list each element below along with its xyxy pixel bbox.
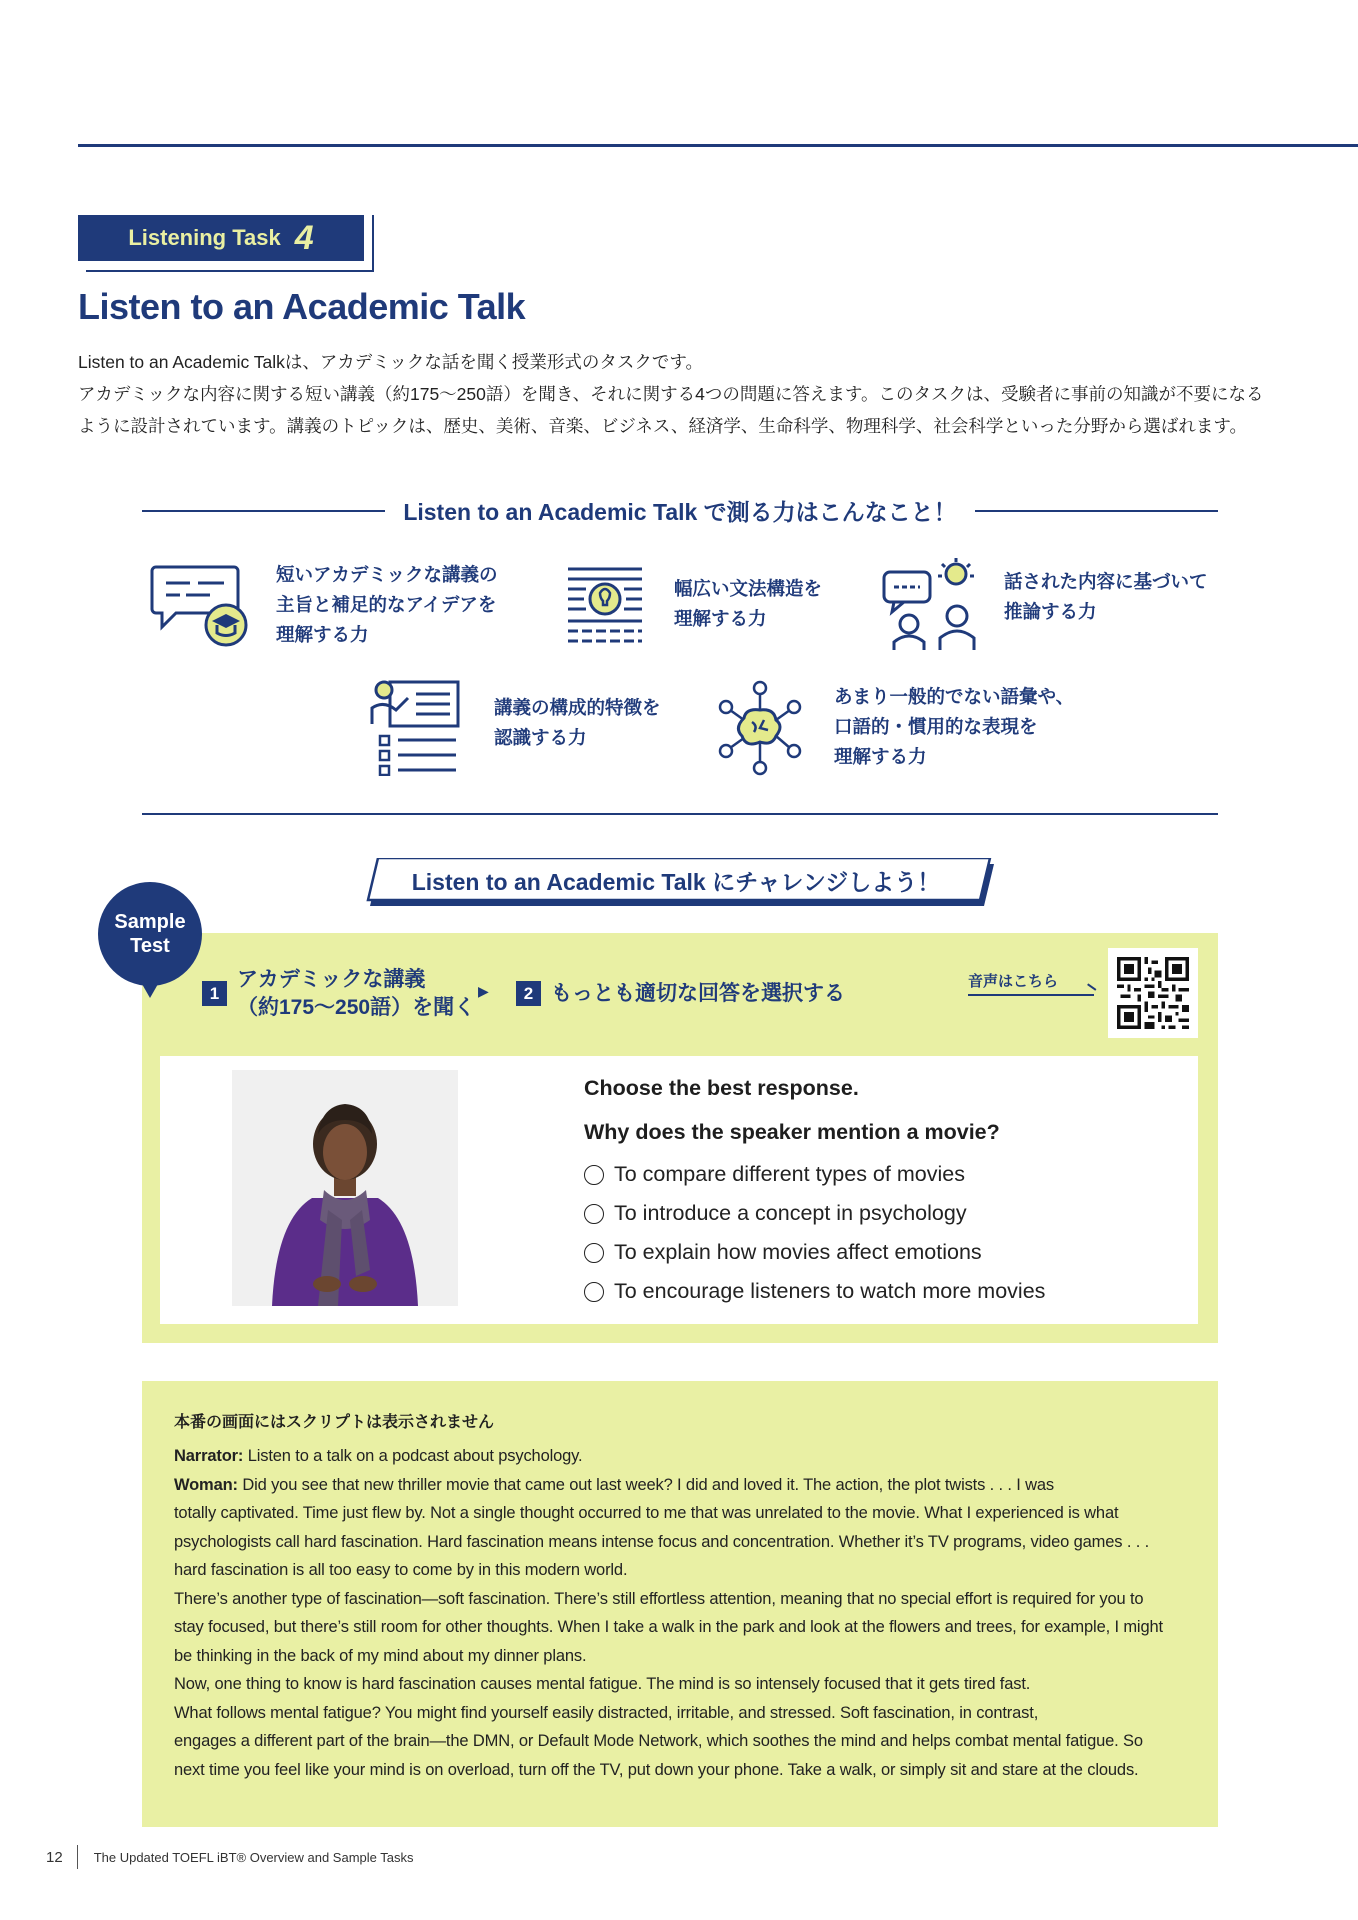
heading-rule-left — [142, 510, 385, 512]
speaker-portrait-image — [232, 1070, 458, 1306]
skill-text: 幅広い文法構造を 理解する力 — [674, 578, 823, 629]
task-tag-label: Listening Task — [128, 225, 281, 250]
script-line: next time you feel like your mind is on overload, turn off the TV, put down your phone. Take a walk, or simply sit and stare at the clouds. — [174, 1760, 1139, 1779]
skill-inference — [882, 558, 1208, 650]
step-2-text: もっとも適切な回答を選択する — [551, 982, 845, 1005]
footer-text: The Updated TOEFL iBT® Overview and Sample Tasks — [93, 1849, 414, 1865]
woman-label: Woman: — [174, 1475, 238, 1494]
skills-heading-text: Listen to an Academic Talk で測る力はこんなこと！ — [403, 499, 957, 525]
challenge-heading-text: Listen to an Academic Talk にチャレンジしよう！ — [411, 868, 941, 895]
footer-divider — [77, 1845, 78, 1869]
heading-rule-right — [975, 510, 1218, 512]
page-title: Listen to an Academic Talk — [78, 286, 526, 327]
answer-option-label: To compare different types of movies — [614, 1162, 965, 1186]
intro-line: アカデミックな内容に関する短い講義（約175〜250語）を聞き、それに関する4つの問題に答えます。このタスクは、受験者に事前の知識が不要になる — [78, 384, 1264, 404]
skill-text: 短いアカデミックな講義の 主旨と補足的なアイデアを 理解する力 — [276, 564, 498, 645]
script-line: engages a different part of the brain—the DMN, or Default Mode Network, which soothes the mind and helps combat mental fatigue. So — [174, 1732, 1143, 1750]
radio-button[interactable] — [584, 1165, 604, 1185]
radio-button[interactable] — [584, 1282, 604, 1302]
script-line: totally captivated. Time just flew by. Not a single thought occurred to me that was unrelated to the movie. What I experienced is what — [174, 1504, 1119, 1522]
script-line: There’s another type of fascination—soft fascination. There’s still effortless attention, meaning that no special effort is required for you to — [174, 1589, 1144, 1608]
speech-bubble-graduate-icon — [150, 563, 250, 647]
answer-option[interactable] — [584, 1279, 1045, 1304]
script-line: be thinking in the back of my mind about my dinner plans. — [174, 1646, 587, 1665]
question-instruction: Choose the best response. — [584, 1076, 859, 1100]
answer-option[interactable] — [584, 1201, 967, 1226]
sample-badge-line1: Sample — [114, 911, 186, 933]
skill-vocabulary — [716, 680, 1074, 778]
script-narrator-line — [174, 1442, 1186, 1471]
audio-qr-code[interactable] — [1108, 948, 1198, 1038]
question-card — [160, 1056, 1198, 1324]
answer-option-label: To encourage listeners to watch more movies — [614, 1279, 1046, 1303]
qr-code-icon — [1117, 957, 1189, 1029]
challenge-heading — [366, 858, 996, 906]
skill-grammar — [566, 565, 822, 643]
answer-option-label: To introduce a concept in psychology — [614, 1201, 967, 1225]
step-2 — [516, 966, 845, 1008]
step-2-number: 2 — [516, 981, 541, 1006]
script-line: stay focused, but there’s still room for other thoughts. When I take a walk in the park and look at the flowers and trees, for example, I might — [174, 1618, 1163, 1636]
skill-text: 話された内容に基づいて 推論する力 — [1004, 571, 1208, 622]
script-panel — [142, 1381, 1218, 1827]
audio-arrow-icon — [968, 994, 1094, 996]
script-line: hard fascination is all too easy to come by in this modern world. — [174, 1561, 628, 1579]
question-prompt: Why does the speaker mention a movie? — [584, 1120, 1000, 1144]
radio-button[interactable] — [584, 1204, 604, 1224]
narrator-text: Listen to a talk on a podcast about psychology. — [243, 1447, 583, 1465]
task-tag-box — [78, 215, 364, 261]
step-arrow-icon: ▶ — [478, 983, 489, 999]
narrator-label: Narrator: — [174, 1447, 244, 1465]
script-line: Now, one thing to know is hard fascination causes mental fatigue. The mind is so intensely focused that it gets tired fast. — [174, 1675, 1031, 1693]
document-lightbulb-icon — [566, 565, 644, 643]
skill-structure — [370, 680, 661, 776]
intro-line: Listen to an Academic Talkは、アカデミックな話を聞く授業形式のタスクです。 — [78, 352, 703, 372]
presentation-checklist-icon — [370, 680, 460, 776]
skill-main-ideas — [150, 560, 497, 650]
radio-button[interactable] — [584, 1243, 604, 1263]
brain-network-icon — [716, 680, 804, 778]
script-heading: 本番の画面にはスクリプトは表示されません — [174, 1414, 495, 1431]
script-woman-line — [174, 1471, 1186, 1500]
answer-option[interactable] — [584, 1162, 965, 1187]
skills-bottom-rule — [142, 813, 1218, 815]
intro-text — [78, 346, 1318, 442]
people-conversation-icon — [882, 558, 978, 650]
answer-option[interactable] — [584, 1240, 982, 1265]
step-1 — [202, 966, 475, 1022]
page-number: 12 — [46, 1848, 63, 1866]
sample-badge-line2: Test — [130, 935, 170, 957]
intro-line: ように設計されています。講義のトピックは、歴史、美術、音楽、ビジネス、経済学、生命科学、物理科学、社会科学といった分野から選ばれます。 — [78, 416, 1247, 436]
step-1-number: 1 — [202, 981, 227, 1006]
woman-text: Did you see that new thriller movie that came out last week? I did and loved it. The action, the plot twists . . . I was — [237, 1475, 1055, 1494]
script-line: psychologists call hard fascination. Hard fascination means intense focus and concentration. Whether it’s TV programs, video games . . . — [174, 1532, 1149, 1551]
skill-text: あまり一般的でない語彙や、 口語的・慣用的な表現を 理解する力 — [834, 686, 1075, 767]
page-footer — [46, 1845, 413, 1869]
skills-heading — [142, 494, 1218, 527]
answer-option-label: To explain how movies affect emotions — [614, 1240, 982, 1264]
audio-link-label[interactable]: 音声はこちら — [968, 973, 1059, 990]
step-1-text: アカデミックな講義 （約175〜250語）を聞く — [237, 968, 476, 1019]
sample-test-badge — [98, 882, 202, 986]
listening-task-tag — [78, 215, 374, 272]
skill-text: 講義の構成的特徴を 認識する力 — [494, 697, 661, 748]
speaker-photo — [232, 1070, 458, 1306]
script-line: What follows mental fatigue? You might find yourself easily distracted, irritable, and stressed. Soft fascination, in contrast, — [174, 1703, 1039, 1722]
task-tag-number: 4 — [294, 218, 314, 257]
top-rule — [78, 144, 1358, 147]
